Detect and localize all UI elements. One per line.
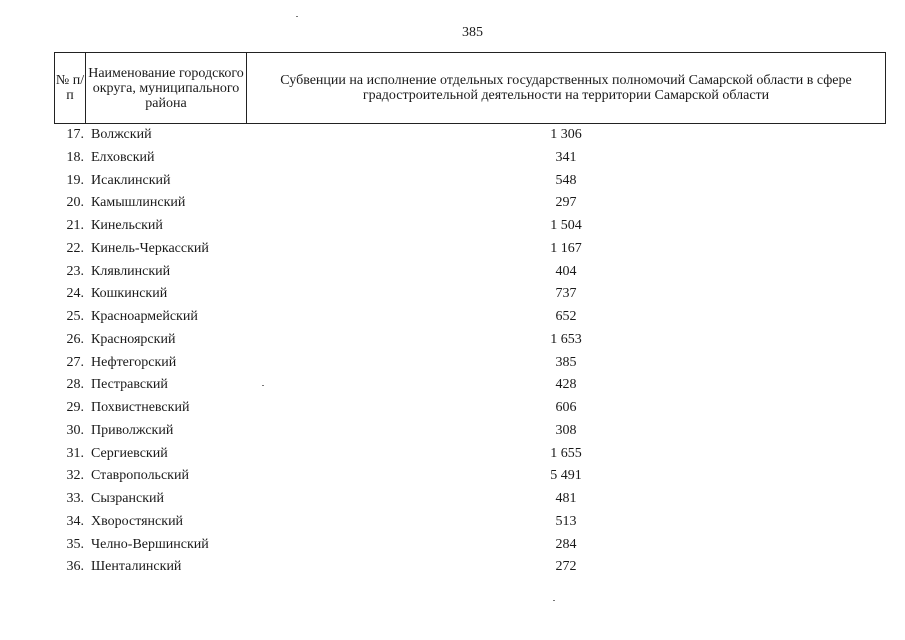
district-name: Сызранский <box>91 491 164 506</box>
district-name: Исаклинский <box>91 172 171 188</box>
scan-speck <box>553 600 555 601</box>
subvention-value: 5 491 <box>550 468 582 484</box>
district-name: Хворостянский <box>91 513 184 529</box>
subvention-value: 284 <box>555 536 577 552</box>
subvention-value: 404 <box>555 263 577 279</box>
district-name: Кошкинский <box>91 286 168 302</box>
row-number: 28. <box>66 377 84 393</box>
table-header <box>54 52 886 124</box>
table-row <box>54 535 886 558</box>
row-number: 21. <box>66 218 84 233</box>
table-row <box>54 421 886 444</box>
row-number: 23. <box>66 263 84 279</box>
table-row <box>54 216 886 239</box>
subvention-value: 385 <box>555 354 577 370</box>
subvention-value: 652 <box>555 309 577 324</box>
subvention-value: 428 <box>555 377 577 393</box>
district-name: Красноярский <box>91 331 176 347</box>
subvention-value: 481 <box>555 491 577 506</box>
table-row <box>54 398 886 421</box>
district-name: Ставропольский <box>91 468 189 484</box>
table-row <box>54 353 886 376</box>
row-number: 32. <box>66 468 84 484</box>
row-number: 27. <box>66 354 84 370</box>
subvention-value: 1 653 <box>550 331 582 347</box>
district-name: Похвистневский <box>91 400 190 415</box>
row-number: 30. <box>66 422 84 438</box>
subvention-value: 548 <box>555 172 577 188</box>
table-row <box>54 444 886 467</box>
scan-speck <box>262 385 264 386</box>
district-name: Клявлинский <box>91 263 171 279</box>
row-number: 26. <box>66 331 84 347</box>
row-number: 29. <box>66 400 84 415</box>
row-number: 31. <box>66 445 84 461</box>
subvention-value: 341 <box>555 149 577 165</box>
district-name: Приволжский <box>91 422 174 438</box>
row-number: 22. <box>66 240 84 256</box>
table-row <box>54 307 886 330</box>
scan-speck <box>296 16 298 17</box>
district-name: Кинель-Черкасский <box>91 240 209 256</box>
row-number: 33. <box>66 491 84 506</box>
district-name: Пестравский <box>91 377 168 393</box>
header-subvention: Субвенции на исполнение отдельных государственных полномочий Самарской области в сфере градостроительной деятельности на территории Самарской области <box>280 73 852 103</box>
table-row <box>54 284 886 307</box>
subvention-value: 297 <box>555 195 577 211</box>
subvention-value: 737 <box>555 286 577 302</box>
district-name: Кинельский <box>91 218 163 233</box>
subvention-value: 1 504 <box>550 218 582 233</box>
subvention-value: 1 306 <box>550 127 582 142</box>
row-number: 36. <box>66 559 84 575</box>
subvention-value: 1 167 <box>550 240 582 256</box>
district-name: Нефтегорский <box>91 354 177 370</box>
row-number: 35. <box>66 536 84 552</box>
subvention-value: 272 <box>555 559 577 575</box>
table-row <box>54 125 886 148</box>
district-name: Шенталинский <box>91 559 182 575</box>
table-row <box>54 375 886 398</box>
table-body <box>54 125 886 580</box>
header-row-number: № п/п <box>55 53 86 123</box>
table-row <box>54 557 886 580</box>
subvention-value: 308 <box>555 422 577 438</box>
district-name: Сергиевский <box>91 445 168 461</box>
subvention-value: 1 655 <box>550 445 582 461</box>
page-number: 385 <box>462 25 483 40</box>
table-row <box>54 171 886 194</box>
table-row <box>54 193 886 216</box>
table-row <box>54 512 886 535</box>
table-row <box>54 489 886 512</box>
subvention-value: 606 <box>555 400 577 415</box>
district-name: Челно-Вершинский <box>91 536 209 552</box>
district-name: Елховский <box>91 149 155 165</box>
table-row <box>54 330 886 353</box>
row-number: 17. <box>66 127 84 142</box>
table-row <box>54 148 886 171</box>
subvention-value: 513 <box>555 513 577 529</box>
row-number: 34. <box>66 513 84 529</box>
row-number: 20. <box>66 195 84 211</box>
row-number: 19. <box>66 172 84 188</box>
row-number: 25. <box>66 309 84 324</box>
district-name: Камышлинский <box>91 195 186 211</box>
table-row <box>54 262 886 285</box>
row-number: 24. <box>66 286 84 302</box>
district-name: Красноармейский <box>91 309 198 324</box>
table-row <box>54 466 886 489</box>
table-row <box>54 239 886 262</box>
row-number: 18. <box>66 149 84 165</box>
header-district-name: Наименование городского округа, муниципального района <box>86 53 247 123</box>
district-name: Волжский <box>91 127 152 142</box>
